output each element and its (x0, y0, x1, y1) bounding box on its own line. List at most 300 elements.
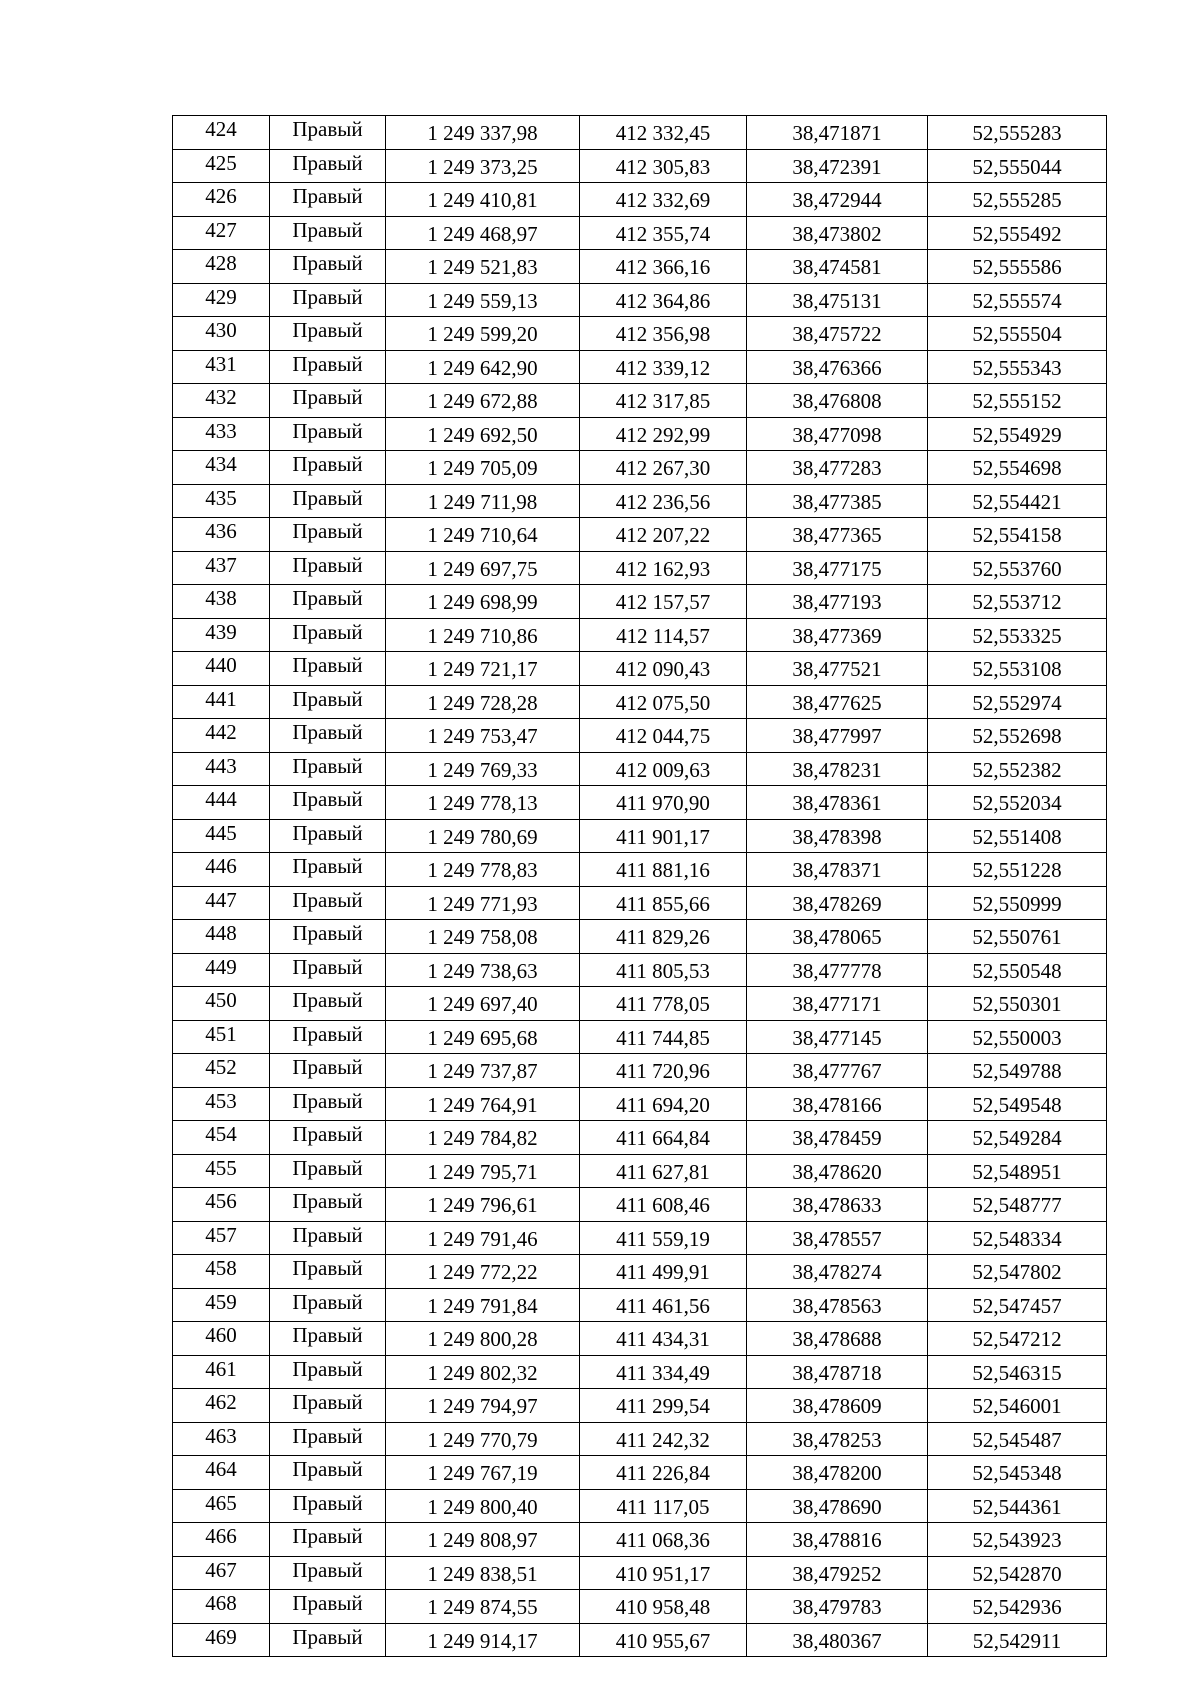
bank-side-cell: Правый (270, 116, 386, 150)
point-number-cell: 432 (173, 384, 270, 418)
bank-side-cell: Правый (270, 987, 386, 1021)
point-number-cell: 431 (173, 350, 270, 384)
latitude-cell: 52,550301 (928, 987, 1107, 1021)
table-row (173, 317, 1107, 351)
x-coordinate-cell: 1 249 784,82 (386, 1121, 580, 1155)
longitude-cell: 38,478563 (747, 1288, 928, 1322)
x-coordinate-cell: 1 249 711,98 (386, 484, 580, 518)
longitude-cell: 38,480367 (747, 1623, 928, 1657)
bank-side-cell: Правый (270, 518, 386, 552)
y-coordinate-cell: 411 720,96 (580, 1054, 747, 1088)
x-coordinate-cell: 1 249 770,79 (386, 1422, 580, 1456)
point-number-cell: 466 (173, 1523, 270, 1557)
point-number-cell: 439 (173, 618, 270, 652)
table-row (173, 1489, 1107, 1523)
longitude-cell: 38,478398 (747, 819, 928, 853)
y-coordinate-cell: 411 694,20 (580, 1087, 747, 1121)
latitude-cell: 52,551408 (928, 819, 1107, 853)
latitude-cell: 52,555044 (928, 149, 1107, 183)
longitude-cell: 38,477145 (747, 1020, 928, 1054)
x-coordinate-cell: 1 249 914,17 (386, 1623, 580, 1657)
point-number-cell: 444 (173, 786, 270, 820)
y-coordinate-cell: 412 355,74 (580, 216, 747, 250)
point-number-cell: 426 (173, 183, 270, 217)
point-number-cell: 468 (173, 1590, 270, 1624)
y-coordinate-cell: 411 226,84 (580, 1456, 747, 1490)
y-coordinate-cell: 412 009,63 (580, 752, 747, 786)
latitude-cell: 52,547802 (928, 1255, 1107, 1289)
point-number-cell: 454 (173, 1121, 270, 1155)
longitude-cell: 38,477997 (747, 719, 928, 753)
x-coordinate-cell: 1 249 697,75 (386, 551, 580, 585)
bank-side-cell: Правый (270, 1020, 386, 1054)
table-row (173, 1087, 1107, 1121)
longitude-cell: 38,472944 (747, 183, 928, 217)
table-row (173, 1255, 1107, 1289)
longitude-cell: 38,478633 (747, 1188, 928, 1222)
bank-side-cell: Правый (270, 1590, 386, 1624)
x-coordinate-cell: 1 249 698,99 (386, 585, 580, 619)
longitude-cell: 38,477385 (747, 484, 928, 518)
bank-side-cell: Правый (270, 149, 386, 183)
y-coordinate-cell: 411 334,49 (580, 1355, 747, 1389)
y-coordinate-cell: 412 317,85 (580, 384, 747, 418)
table-row (173, 1221, 1107, 1255)
longitude-cell: 38,478459 (747, 1121, 928, 1155)
point-number-cell: 445 (173, 819, 270, 853)
table-row (173, 886, 1107, 920)
x-coordinate-cell: 1 249 769,33 (386, 752, 580, 786)
y-coordinate-cell: 412 366,16 (580, 250, 747, 284)
bank-side-cell: Правый (270, 1154, 386, 1188)
latitude-cell: 52,551228 (928, 853, 1107, 887)
x-coordinate-cell: 1 249 767,19 (386, 1456, 580, 1490)
longitude-cell: 38,478231 (747, 752, 928, 786)
x-coordinate-cell: 1 249 337,98 (386, 116, 580, 150)
bank-side-cell: Правый (270, 685, 386, 719)
point-number-cell: 456 (173, 1188, 270, 1222)
latitude-cell: 52,546001 (928, 1389, 1107, 1423)
table-row (173, 250, 1107, 284)
y-coordinate-cell: 412 207,22 (580, 518, 747, 552)
y-coordinate-cell: 411 855,66 (580, 886, 747, 920)
bank-side-cell: Правый (270, 183, 386, 217)
table-row (173, 752, 1107, 786)
y-coordinate-cell: 412 157,57 (580, 585, 747, 619)
bank-side-cell: Правый (270, 819, 386, 853)
longitude-cell: 38,473802 (747, 216, 928, 250)
longitude-cell: 38,478065 (747, 920, 928, 954)
table-row (173, 1322, 1107, 1356)
point-number-cell: 469 (173, 1623, 270, 1657)
x-coordinate-cell: 1 249 710,64 (386, 518, 580, 552)
table-row (173, 518, 1107, 552)
x-coordinate-cell: 1 249 410,81 (386, 183, 580, 217)
bank-side-cell: Правый (270, 551, 386, 585)
x-coordinate-cell: 1 249 764,91 (386, 1087, 580, 1121)
table-row (173, 953, 1107, 987)
longitude-cell: 38,477283 (747, 451, 928, 485)
latitude-cell: 52,553325 (928, 618, 1107, 652)
point-number-cell: 435 (173, 484, 270, 518)
y-coordinate-cell: 410 955,67 (580, 1623, 747, 1657)
table-row (173, 819, 1107, 853)
point-number-cell: 462 (173, 1389, 270, 1423)
point-number-cell: 434 (173, 451, 270, 485)
y-coordinate-cell: 412 332,69 (580, 183, 747, 217)
y-coordinate-cell: 411 117,05 (580, 1489, 747, 1523)
longitude-cell: 38,476808 (747, 384, 928, 418)
x-coordinate-cell: 1 249 778,83 (386, 853, 580, 887)
longitude-cell: 38,478166 (747, 1087, 928, 1121)
longitude-cell: 38,478557 (747, 1221, 928, 1255)
bank-side-cell: Правый (270, 886, 386, 920)
longitude-cell: 38,478690 (747, 1489, 928, 1523)
x-coordinate-cell: 1 249 468,97 (386, 216, 580, 250)
bank-side-cell: Правый (270, 752, 386, 786)
longitude-cell: 38,477625 (747, 685, 928, 719)
point-number-cell: 461 (173, 1355, 270, 1389)
x-coordinate-cell: 1 249 791,84 (386, 1288, 580, 1322)
point-number-cell: 450 (173, 987, 270, 1021)
y-coordinate-cell: 412 267,30 (580, 451, 747, 485)
y-coordinate-cell: 411 901,17 (580, 819, 747, 853)
longitude-cell: 38,477365 (747, 518, 928, 552)
x-coordinate-cell: 1 249 692,50 (386, 417, 580, 451)
bank-side-cell: Правый (270, 853, 386, 887)
x-coordinate-cell: 1 249 705,09 (386, 451, 580, 485)
table-row (173, 1389, 1107, 1423)
point-number-cell: 453 (173, 1087, 270, 1121)
table-row (173, 786, 1107, 820)
bank-side-cell: Правый (270, 1489, 386, 1523)
point-number-cell: 446 (173, 853, 270, 887)
longitude-cell: 38,477521 (747, 652, 928, 686)
point-number-cell: 465 (173, 1489, 270, 1523)
x-coordinate-cell: 1 249 800,28 (386, 1322, 580, 1356)
y-coordinate-cell: 412 356,98 (580, 317, 747, 351)
table-row (173, 183, 1107, 217)
latitude-cell: 52,552034 (928, 786, 1107, 820)
bank-side-cell: Правый (270, 1422, 386, 1456)
table-row (173, 652, 1107, 686)
x-coordinate-cell: 1 249 753,47 (386, 719, 580, 753)
point-number-cell: 457 (173, 1221, 270, 1255)
point-number-cell: 424 (173, 116, 270, 150)
latitude-cell: 52,553760 (928, 551, 1107, 585)
longitude-cell: 38,478816 (747, 1523, 928, 1557)
table-row (173, 116, 1107, 150)
coordinates-table (172, 115, 1107, 1657)
latitude-cell: 52,544361 (928, 1489, 1107, 1523)
latitude-cell: 52,548951 (928, 1154, 1107, 1188)
latitude-cell: 52,555574 (928, 283, 1107, 317)
table-row (173, 618, 1107, 652)
y-coordinate-cell: 411 242,32 (580, 1422, 747, 1456)
x-coordinate-cell: 1 249 808,97 (386, 1523, 580, 1557)
y-coordinate-cell: 410 958,48 (580, 1590, 747, 1624)
longitude-cell: 38,475131 (747, 283, 928, 317)
y-coordinate-cell: 412 332,45 (580, 116, 747, 150)
point-number-cell: 467 (173, 1556, 270, 1590)
x-coordinate-cell: 1 249 874,55 (386, 1590, 580, 1624)
latitude-cell: 52,548334 (928, 1221, 1107, 1255)
y-coordinate-cell: 412 236,56 (580, 484, 747, 518)
table-row (173, 551, 1107, 585)
bank-side-cell: Правый (270, 1087, 386, 1121)
point-number-cell: 443 (173, 752, 270, 786)
y-coordinate-cell: 412 339,12 (580, 350, 747, 384)
latitude-cell: 52,549548 (928, 1087, 1107, 1121)
bank-side-cell: Правый (270, 719, 386, 753)
y-coordinate-cell: 411 559,19 (580, 1221, 747, 1255)
longitude-cell: 38,478620 (747, 1154, 928, 1188)
x-coordinate-cell: 1 249 728,28 (386, 685, 580, 719)
longitude-cell: 38,471871 (747, 116, 928, 150)
point-number-cell: 433 (173, 417, 270, 451)
longitude-cell: 38,478361 (747, 786, 928, 820)
bank-side-cell: Правый (270, 585, 386, 619)
coordinates-table-body (173, 116, 1107, 1657)
latitude-cell: 52,542936 (928, 1590, 1107, 1624)
y-coordinate-cell: 411 970,90 (580, 786, 747, 820)
longitude-cell: 38,472391 (747, 149, 928, 183)
table-row (173, 283, 1107, 317)
bank-side-cell: Правый (270, 652, 386, 686)
point-number-cell: 438 (173, 585, 270, 619)
y-coordinate-cell: 411 299,54 (580, 1389, 747, 1423)
bank-side-cell: Правый (270, 1121, 386, 1155)
longitude-cell: 38,477171 (747, 987, 928, 1021)
longitude-cell: 38,478253 (747, 1422, 928, 1456)
table-row (173, 1121, 1107, 1155)
point-number-cell: 460 (173, 1322, 270, 1356)
x-coordinate-cell: 1 249 737,87 (386, 1054, 580, 1088)
y-coordinate-cell: 411 664,84 (580, 1121, 747, 1155)
table-row (173, 1456, 1107, 1490)
x-coordinate-cell: 1 249 710,86 (386, 618, 580, 652)
bank-side-cell: Правый (270, 384, 386, 418)
x-coordinate-cell: 1 249 642,90 (386, 350, 580, 384)
table-row (173, 1590, 1107, 1624)
bank-side-cell: Правый (270, 1623, 386, 1657)
table-row (173, 1623, 1107, 1657)
latitude-cell: 52,545487 (928, 1422, 1107, 1456)
latitude-cell: 52,547457 (928, 1288, 1107, 1322)
bank-side-cell: Правый (270, 417, 386, 451)
latitude-cell: 52,555283 (928, 116, 1107, 150)
latitude-cell: 52,553108 (928, 652, 1107, 686)
latitude-cell: 52,550761 (928, 920, 1107, 954)
point-number-cell: 447 (173, 886, 270, 920)
table-row (173, 987, 1107, 1021)
point-number-cell: 430 (173, 317, 270, 351)
y-coordinate-cell: 411 499,91 (580, 1255, 747, 1289)
table-row (173, 1154, 1107, 1188)
table-row (173, 350, 1107, 384)
latitude-cell: 52,550003 (928, 1020, 1107, 1054)
longitude-cell: 38,477175 (747, 551, 928, 585)
bank-side-cell: Правый (270, 216, 386, 250)
x-coordinate-cell: 1 249 794,97 (386, 1389, 580, 1423)
table-row (173, 1523, 1107, 1557)
latitude-cell: 52,542870 (928, 1556, 1107, 1590)
bank-side-cell: Правый (270, 1523, 386, 1557)
bank-side-cell: Правый (270, 920, 386, 954)
table-row (173, 719, 1107, 753)
x-coordinate-cell: 1 249 599,20 (386, 317, 580, 351)
bank-side-cell: Правый (270, 350, 386, 384)
table-row (173, 1020, 1107, 1054)
point-number-cell: 464 (173, 1456, 270, 1490)
point-number-cell: 429 (173, 283, 270, 317)
point-number-cell: 452 (173, 1054, 270, 1088)
longitude-cell: 38,474581 (747, 250, 928, 284)
x-coordinate-cell: 1 249 802,32 (386, 1355, 580, 1389)
bank-side-cell: Правый (270, 1389, 386, 1423)
latitude-cell: 52,548777 (928, 1188, 1107, 1222)
table-row (173, 417, 1107, 451)
x-coordinate-cell: 1 249 373,25 (386, 149, 580, 183)
latitude-cell: 52,555504 (928, 317, 1107, 351)
latitude-cell: 52,554421 (928, 484, 1107, 518)
y-coordinate-cell: 412 044,75 (580, 719, 747, 753)
x-coordinate-cell: 1 249 697,40 (386, 987, 580, 1021)
latitude-cell: 52,552698 (928, 719, 1107, 753)
longitude-cell: 38,477369 (747, 618, 928, 652)
x-coordinate-cell: 1 249 738,63 (386, 953, 580, 987)
longitude-cell: 38,477193 (747, 585, 928, 619)
table-row (173, 216, 1107, 250)
y-coordinate-cell: 411 778,05 (580, 987, 747, 1021)
bank-side-cell: Правый (270, 1054, 386, 1088)
latitude-cell: 52,552382 (928, 752, 1107, 786)
latitude-cell: 52,550548 (928, 953, 1107, 987)
bank-side-cell: Правый (270, 484, 386, 518)
x-coordinate-cell: 1 249 695,68 (386, 1020, 580, 1054)
bank-side-cell: Правый (270, 1288, 386, 1322)
table-row (173, 1054, 1107, 1088)
bank-side-cell: Правый (270, 618, 386, 652)
point-number-cell: 455 (173, 1154, 270, 1188)
table-row (173, 1188, 1107, 1222)
table-row (173, 1422, 1107, 1456)
point-number-cell: 463 (173, 1422, 270, 1456)
x-coordinate-cell: 1 249 672,88 (386, 384, 580, 418)
latitude-cell: 52,554929 (928, 417, 1107, 451)
point-number-cell: 451 (173, 1020, 270, 1054)
longitude-cell: 38,479783 (747, 1590, 928, 1624)
longitude-cell: 38,478274 (747, 1255, 928, 1289)
bank-side-cell: Правый (270, 283, 386, 317)
table-row (173, 384, 1107, 418)
y-coordinate-cell: 412 162,93 (580, 551, 747, 585)
point-number-cell: 441 (173, 685, 270, 719)
y-coordinate-cell: 412 090,43 (580, 652, 747, 686)
point-number-cell: 442 (173, 719, 270, 753)
longitude-cell: 38,478269 (747, 886, 928, 920)
bank-side-cell: Правый (270, 317, 386, 351)
bank-side-cell: Правый (270, 250, 386, 284)
bank-side-cell: Правый (270, 953, 386, 987)
point-number-cell: 448 (173, 920, 270, 954)
latitude-cell: 52,555586 (928, 250, 1107, 284)
latitude-cell: 52,554698 (928, 451, 1107, 485)
table-row (173, 585, 1107, 619)
bank-side-cell: Правый (270, 1221, 386, 1255)
table-row (173, 1556, 1107, 1590)
point-number-cell: 427 (173, 216, 270, 250)
table-row (173, 1355, 1107, 1389)
table-row (173, 149, 1107, 183)
latitude-cell: 52,543923 (928, 1523, 1107, 1557)
x-coordinate-cell: 1 249 838,51 (386, 1556, 580, 1590)
point-number-cell: 425 (173, 149, 270, 183)
latitude-cell: 52,555285 (928, 183, 1107, 217)
latitude-cell: 52,549284 (928, 1121, 1107, 1155)
longitude-cell: 38,477767 (747, 1054, 928, 1088)
x-coordinate-cell: 1 249 721,17 (386, 652, 580, 686)
point-number-cell: 437 (173, 551, 270, 585)
y-coordinate-cell: 412 305,83 (580, 149, 747, 183)
longitude-cell: 38,476366 (747, 350, 928, 384)
longitude-cell: 38,478688 (747, 1322, 928, 1356)
point-number-cell: 436 (173, 518, 270, 552)
bank-side-cell: Правый (270, 786, 386, 820)
point-number-cell: 458 (173, 1255, 270, 1289)
longitude-cell: 38,477098 (747, 417, 928, 451)
x-coordinate-cell: 1 249 772,22 (386, 1255, 580, 1289)
latitude-cell: 52,555343 (928, 350, 1107, 384)
latitude-cell: 52,546315 (928, 1355, 1107, 1389)
y-coordinate-cell: 411 068,36 (580, 1523, 747, 1557)
x-coordinate-cell: 1 249 780,69 (386, 819, 580, 853)
y-coordinate-cell: 411 608,46 (580, 1188, 747, 1222)
x-coordinate-cell: 1 249 796,61 (386, 1188, 580, 1222)
bank-side-cell: Правый (270, 1355, 386, 1389)
table-row (173, 685, 1107, 719)
y-coordinate-cell: 411 881,16 (580, 853, 747, 887)
longitude-cell: 38,478200 (747, 1456, 928, 1490)
latitude-cell: 52,554158 (928, 518, 1107, 552)
latitude-cell: 52,549788 (928, 1054, 1107, 1088)
bank-side-cell: Правый (270, 1255, 386, 1289)
x-coordinate-cell: 1 249 559,13 (386, 283, 580, 317)
latitude-cell: 52,547212 (928, 1322, 1107, 1356)
x-coordinate-cell: 1 249 778,13 (386, 786, 580, 820)
latitude-cell: 52,553712 (928, 585, 1107, 619)
y-coordinate-cell: 411 829,26 (580, 920, 747, 954)
point-number-cell: 428 (173, 250, 270, 284)
table-row (173, 451, 1107, 485)
bank-side-cell: Правый (270, 1188, 386, 1222)
longitude-cell: 38,475722 (747, 317, 928, 351)
latitude-cell: 52,550999 (928, 886, 1107, 920)
point-number-cell: 449 (173, 953, 270, 987)
longitude-cell: 38,477778 (747, 953, 928, 987)
point-number-cell: 459 (173, 1288, 270, 1322)
y-coordinate-cell: 412 114,57 (580, 618, 747, 652)
x-coordinate-cell: 1 249 791,46 (386, 1221, 580, 1255)
longitude-cell: 38,478718 (747, 1355, 928, 1389)
y-coordinate-cell: 411 461,56 (580, 1288, 747, 1322)
bank-side-cell: Правый (270, 1322, 386, 1356)
y-coordinate-cell: 410 951,17 (580, 1556, 747, 1590)
bank-side-cell: Правый (270, 1456, 386, 1490)
x-coordinate-cell: 1 249 771,93 (386, 886, 580, 920)
longitude-cell: 38,478609 (747, 1389, 928, 1423)
y-coordinate-cell: 412 292,99 (580, 417, 747, 451)
